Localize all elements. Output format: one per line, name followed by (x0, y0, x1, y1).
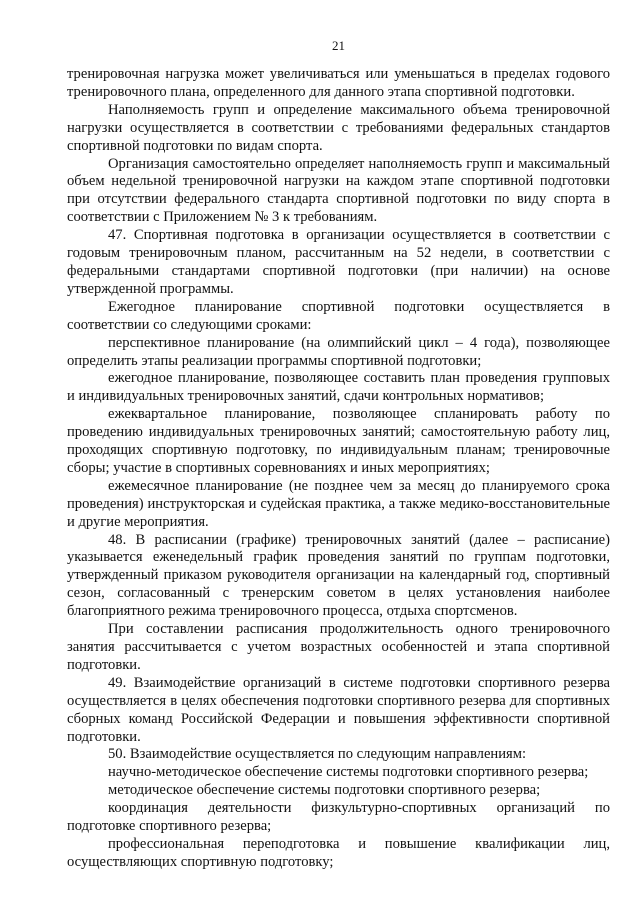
paragraph: координация деятельности физкультурно-спортивных организаций по подготовке спортивного резерва; (67, 800, 610, 835)
paragraph: 48. В расписании (графике) тренировочных занятий (далее – расписание) указывается еженедельный график проведения занятий по группам подготовки, утвержденный приказом руководителя организации на календарный год, спортивный сезон, согласованный с тренерским советом в целях установления наиболее благоприятного режима тренировочного процесса, отдыха спортсменов. (67, 531, 610, 620)
paragraph: ежеквартальное планирование, позволяющее спланировать работу по проведению индивидуальных тренировочных занятий; самостоятельную работу лиц, проходящих спортивную подготовку, по индивидуальным планам; тренировочные сборы; участие в спортивных соревнованиях и иных мероприятиях; (67, 406, 610, 476)
paragraph: профессиональная переподготовка и повышение квалификации лиц, осуществляющих спортивную подготовку; (67, 835, 610, 870)
paragraph: Ежегодное планирование спортивной подготовки осуществляется в соответствии со следующими сроками: (67, 298, 610, 333)
paragraph: перспективное планирование (на олимпийский цикл – 4 года), позволяющее определить этапы реализации программы спортивной подготовки; (67, 334, 610, 369)
paragraph: 47. Спортивная подготовка в организации осуществляется в соответствии с годовым тренировочным планом, рассчитанным на 52 недели, в соответствии с федеральными стандартами спортивной подготовки (при наличии) на основе утвержденной программы. (67, 227, 610, 297)
page-number: 21 (332, 38, 345, 53)
paragraph: При составлении расписания продолжительность одного тренировочного занятия рассчитывается с учетом возрастных особенностей и этапа спортивной подготовки. (67, 621, 610, 673)
document-body (67, 66, 610, 872)
paragraph: тренировочная нагрузка может увеличиваться или уменьшаться в пределах годового тренировочного плана, определенного для данного этапа спортивной подготовки. (67, 66, 610, 100)
paragraph: 50. Взаимодействие осуществляется по следующим направлениям: (108, 746, 527, 763)
document-page (67, 38, 610, 872)
paragraph: Организация самостоятельно определяет наполняемость групп и максимальный объем недельной тренировочной нагрузки на каждом этапе спортивной подготовки при отсутствии федерального стандарта спортивной подготовки по виду спорта в соответствии с Приложением № 3 к требованиям. (67, 155, 610, 226)
paragraph: ежемесячное планирование (не позднее чем за месяц до планируемого срока проведения) инструкторская и судейская практика, а также медико-восстановительные и другие мероприятия. (67, 477, 610, 530)
paragraph: научно-методическое обеспечение системы подготовки спортивного резерва; (108, 764, 589, 781)
paragraph: Наполняемость групп и определение максимального объема тренировочной нагрузки осуществляется в соответствии с требованиями федеральных стандартов спортивной подготовки по видам спорта. (67, 101, 610, 154)
paragraph: 49. Взаимодействие организаций в системе подготовки спортивного резерва осуществляется в целях обеспечения подготовки спортивного резерва для спортивных сборных команд Российской Федерации и повышения эффективности спортивной подготовки. (67, 674, 610, 745)
paragraph: методическое обеспечение системы подготовки спортивного резерва; (108, 782, 541, 799)
paragraph: ежегодное планирование, позволяющее составить план проведения групповых и индивидуальных тренировочных занятий, сдачи контрольных нормативов; (67, 370, 610, 405)
